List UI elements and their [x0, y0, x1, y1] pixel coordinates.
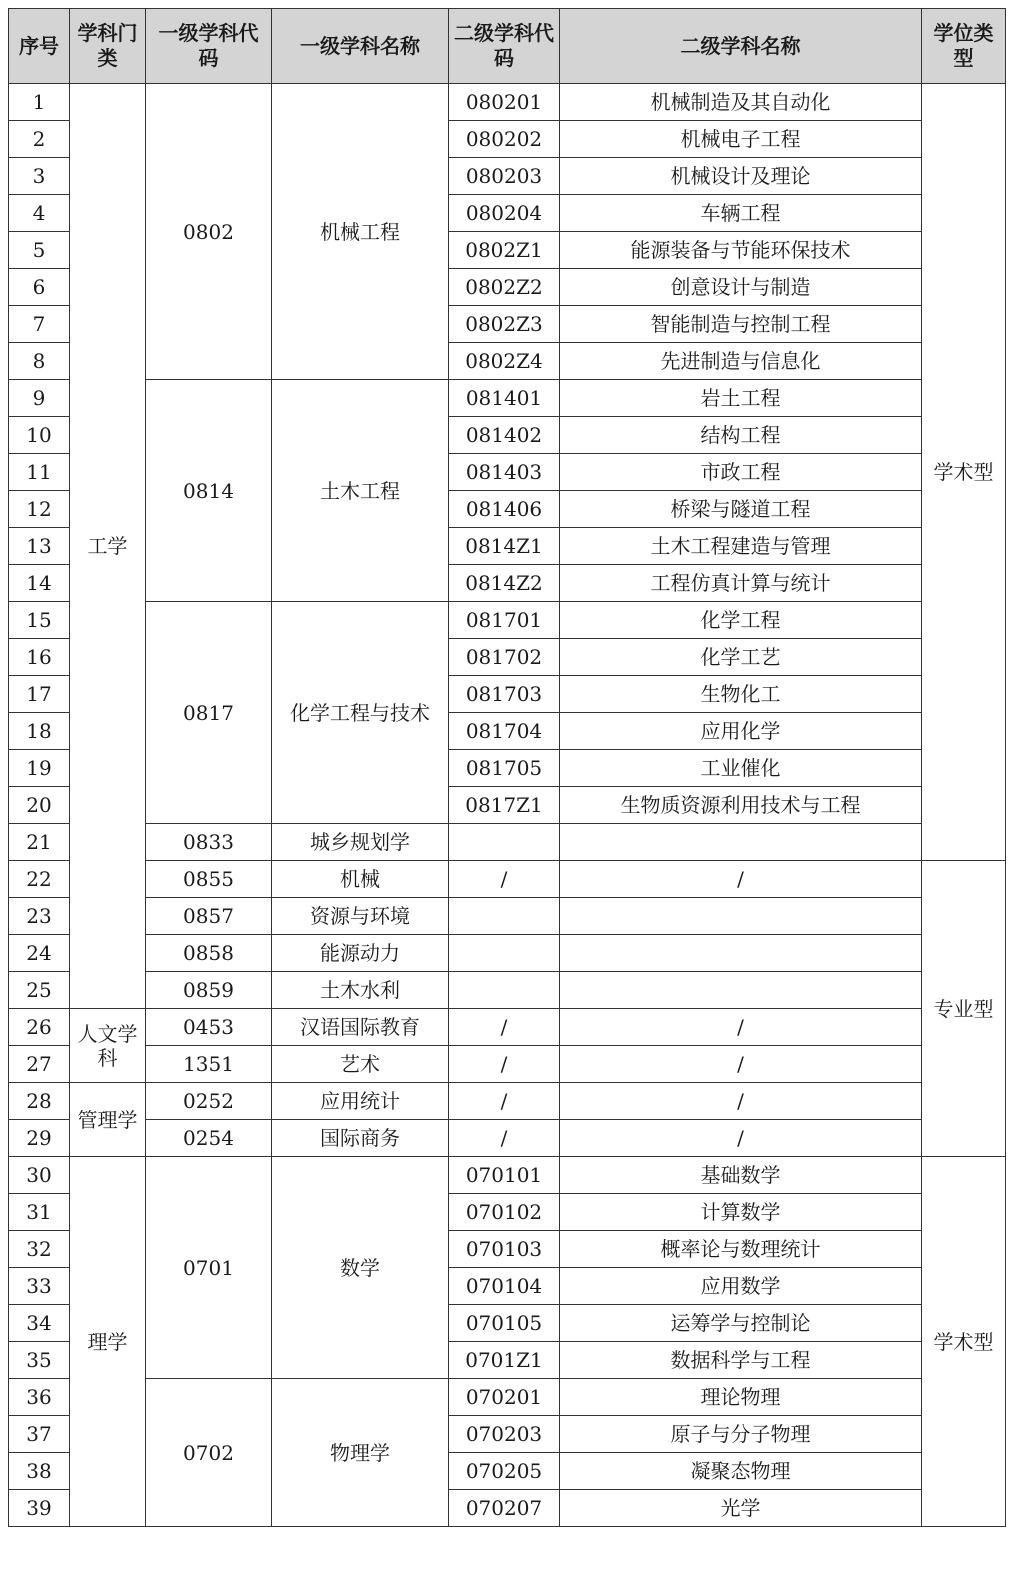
seq-cell: 18: [9, 713, 70, 750]
l1-code-cell: 0814: [146, 380, 272, 602]
l1-name-cell: 物理学: [272, 1379, 449, 1527]
l2-code-cell: [449, 935, 560, 972]
seq-cell: 11: [9, 454, 70, 491]
l2-name-cell: 原子与分子物理: [560, 1416, 922, 1453]
l2-name-cell: [560, 824, 922, 861]
table-row: [9, 861, 1006, 898]
l2-name-cell: 创意设计与制造: [560, 269, 922, 306]
header-degree-type: 学位类型: [922, 9, 1006, 84]
l2-code-cell: 080201: [449, 84, 560, 121]
l2-name-cell: /: [560, 1083, 922, 1120]
l2-code-cell: 070104: [449, 1268, 560, 1305]
seq-cell: 38: [9, 1453, 70, 1490]
seq-cell: 39: [9, 1490, 70, 1527]
l2-code-cell: 0814Z1: [449, 528, 560, 565]
l2-code-cell: /: [449, 861, 560, 898]
l2-name-cell: 基础数学: [560, 1157, 922, 1194]
l2-code-cell: 0802Z1: [449, 232, 560, 269]
l2-name-cell: 岩土工程: [560, 380, 922, 417]
seq-cell: 37: [9, 1416, 70, 1453]
l1-name-cell: 城乡规划学: [272, 824, 449, 861]
l2-code-cell: 070207: [449, 1490, 560, 1527]
header-seq: 序号: [9, 9, 70, 84]
seq-cell: 17: [9, 676, 70, 713]
seq-cell: 5: [9, 232, 70, 269]
l2-code-cell: 070203: [449, 1416, 560, 1453]
l1-name-cell: 资源与环境: [272, 898, 449, 935]
category-cell: 人文学科: [70, 1009, 146, 1083]
l2-code-cell: 081403: [449, 454, 560, 491]
l2-name-cell: 概率论与数理统计: [560, 1231, 922, 1268]
seq-cell: 32: [9, 1231, 70, 1268]
seq-cell: 28: [9, 1083, 70, 1120]
l1-code-cell: 0701: [146, 1157, 272, 1379]
l2-code-cell: 0701Z1: [449, 1342, 560, 1379]
l2-name-cell: 机械设计及理论: [560, 158, 922, 195]
l2-code-cell: 080204: [449, 195, 560, 232]
l1-name-cell: 机械: [272, 861, 449, 898]
l1-code-cell: 0817: [146, 602, 272, 824]
l1-name-cell: 土木工程: [272, 380, 449, 602]
l2-name-cell: 结构工程: [560, 417, 922, 454]
l2-code-cell: 0802Z4: [449, 343, 560, 380]
seq-cell: 29: [9, 1120, 70, 1157]
l2-code-cell: [449, 898, 560, 935]
l2-code-cell: 081705: [449, 750, 560, 787]
l1-name-cell: 机械工程: [272, 84, 449, 380]
l2-name-cell: 生物质资源利用技术与工程: [560, 787, 922, 824]
l2-name-cell: /: [560, 1046, 922, 1083]
seq-cell: 14: [9, 565, 70, 602]
l2-name-cell: [560, 935, 922, 972]
table-row: [9, 1083, 1006, 1120]
seq-cell: 13: [9, 528, 70, 565]
l2-code-cell: /: [449, 1120, 560, 1157]
seq-cell: 25: [9, 972, 70, 1009]
l2-code-cell: 0814Z2: [449, 565, 560, 602]
l2-name-cell: 土木工程建造与管理: [560, 528, 922, 565]
degree-type-cell: 学术型: [922, 1157, 1006, 1527]
l1-name-cell: 化学工程与技术: [272, 602, 449, 824]
seq-cell: 27: [9, 1046, 70, 1083]
l2-code-cell: 0802Z2: [449, 269, 560, 306]
l2-code-cell: 070105: [449, 1305, 560, 1342]
table-row: [9, 380, 1006, 417]
header-l1-code: 一级学科代码: [146, 9, 272, 84]
l2-name-cell: 车辆工程: [560, 195, 922, 232]
l2-name-cell: 应用数学: [560, 1268, 922, 1305]
l2-name-cell: 桥梁与隧道工程: [560, 491, 922, 528]
l2-code-cell: 081703: [449, 676, 560, 713]
l2-name-cell: 凝聚态物理: [560, 1453, 922, 1490]
l2-code-cell: 0817Z1: [449, 787, 560, 824]
l2-code-cell: /: [449, 1083, 560, 1120]
l1-code-cell: 0254: [146, 1120, 272, 1157]
degree-type-cell: 专业型: [922, 861, 1006, 1157]
seq-cell: 2: [9, 121, 70, 158]
l2-name-cell: 能源装备与节能环保技术: [560, 232, 922, 269]
seq-cell: 8: [9, 343, 70, 380]
l1-name-cell: 能源动力: [272, 935, 449, 972]
seq-cell: 4: [9, 195, 70, 232]
category-cell: 理学: [70, 1157, 146, 1527]
l2-name-cell: 数据科学与工程: [560, 1342, 922, 1379]
seq-cell: 9: [9, 380, 70, 417]
seq-cell: 3: [9, 158, 70, 195]
l2-code-cell: 070205: [449, 1453, 560, 1490]
seq-cell: 16: [9, 639, 70, 676]
l2-code-cell: 080203: [449, 158, 560, 195]
l2-name-cell: /: [560, 1009, 922, 1046]
table-row: [9, 1157, 1006, 1194]
l2-name-cell: 智能制造与控制工程: [560, 306, 922, 343]
l1-name-cell: 艺术: [272, 1046, 449, 1083]
l2-name-cell: 机械制造及其自动化: [560, 84, 922, 121]
header-l2-code: 二级学科代码: [449, 9, 560, 84]
l2-code-cell: 080202: [449, 121, 560, 158]
l1-name-cell: 应用统计: [272, 1083, 449, 1120]
l2-name-cell: 化学工程: [560, 602, 922, 639]
l2-code-cell: /: [449, 1009, 560, 1046]
l2-code-cell: 081402: [449, 417, 560, 454]
l2-name-cell: 化学工艺: [560, 639, 922, 676]
seq-cell: 10: [9, 417, 70, 454]
l2-code-cell: 070201: [449, 1379, 560, 1416]
l2-code-cell: [449, 972, 560, 1009]
l2-name-cell: 应用化学: [560, 713, 922, 750]
l2-code-cell: [449, 824, 560, 861]
seq-cell: 7: [9, 306, 70, 343]
header-row: [9, 9, 1006, 84]
table-row: [9, 1379, 1006, 1416]
degree-type-cell: 学术型: [922, 84, 1006, 861]
table-row: [9, 84, 1006, 121]
l2-code-cell: /: [449, 1046, 560, 1083]
discipline-table: [8, 8, 1006, 1527]
l2-code-cell: 070103: [449, 1231, 560, 1268]
l2-code-cell: 070101: [449, 1157, 560, 1194]
seq-cell: 31: [9, 1194, 70, 1231]
l2-code-cell: 081702: [449, 639, 560, 676]
l2-name-cell: /: [560, 861, 922, 898]
seq-cell: 1: [9, 84, 70, 121]
category-cell: 管理学: [70, 1083, 146, 1157]
seq-cell: 15: [9, 602, 70, 639]
l2-name-cell: 市政工程: [560, 454, 922, 491]
seq-cell: 12: [9, 491, 70, 528]
l2-name-cell: 工程仿真计算与统计: [560, 565, 922, 602]
seq-cell: 20: [9, 787, 70, 824]
table-row: [9, 1009, 1006, 1046]
header-category: 学科门类: [70, 9, 146, 84]
l1-code-cell: 0833: [146, 824, 272, 861]
seq-cell: 23: [9, 898, 70, 935]
l1-name-cell: 数学: [272, 1157, 449, 1379]
l2-name-cell: [560, 972, 922, 1009]
l1-code-cell: 0453: [146, 1009, 272, 1046]
l2-name-cell: /: [560, 1120, 922, 1157]
l2-name-cell: 理论物理: [560, 1379, 922, 1416]
l2-name-cell: 光学: [560, 1490, 922, 1527]
header-l2-name: 二级学科名称: [560, 9, 922, 84]
table-row: [9, 898, 1006, 935]
seq-cell: 35: [9, 1342, 70, 1379]
l1-code-cell: 0857: [146, 898, 272, 935]
seq-cell: 22: [9, 861, 70, 898]
l1-code-cell: 0858: [146, 935, 272, 972]
discipline-table-page: [8, 8, 1006, 1527]
category-cell: 工学: [70, 84, 146, 1009]
l1-code-cell: 0702: [146, 1379, 272, 1527]
seq-cell: 21: [9, 824, 70, 861]
l2-code-cell: 081406: [449, 491, 560, 528]
l2-name-cell: 机械电子工程: [560, 121, 922, 158]
table-row: [9, 1046, 1006, 1083]
table-row: [9, 602, 1006, 639]
table-row: [9, 1120, 1006, 1157]
l1-code-cell: 0855: [146, 861, 272, 898]
l2-code-cell: 0802Z3: [449, 306, 560, 343]
l1-code-cell: 0802: [146, 84, 272, 380]
l2-name-cell: [560, 898, 922, 935]
table-row: [9, 972, 1006, 1009]
seq-cell: 24: [9, 935, 70, 972]
l2-code-cell: 070102: [449, 1194, 560, 1231]
l2-code-cell: 081401: [449, 380, 560, 417]
l2-code-cell: 081701: [449, 602, 560, 639]
l1-code-cell: 0252: [146, 1083, 272, 1120]
seq-cell: 6: [9, 269, 70, 306]
seq-cell: 19: [9, 750, 70, 787]
l2-name-cell: 生物化工: [560, 676, 922, 713]
l2-name-cell: 运筹学与控制论: [560, 1305, 922, 1342]
l1-name-cell: 汉语国际教育: [272, 1009, 449, 1046]
l1-code-cell: 1351: [146, 1046, 272, 1083]
l1-code-cell: 0859: [146, 972, 272, 1009]
table-row: [9, 824, 1006, 861]
l2-name-cell: 计算数学: [560, 1194, 922, 1231]
l2-code-cell: 081704: [449, 713, 560, 750]
header-l1-name: 一级学科名称: [272, 9, 449, 84]
seq-cell: 26: [9, 1009, 70, 1046]
seq-cell: 34: [9, 1305, 70, 1342]
table-row: [9, 935, 1006, 972]
seq-cell: 36: [9, 1379, 70, 1416]
l2-name-cell: 工业催化: [560, 750, 922, 787]
l1-name-cell: 国际商务: [272, 1120, 449, 1157]
seq-cell: 33: [9, 1268, 70, 1305]
l2-name-cell: 先进制造与信息化: [560, 343, 922, 380]
l1-name-cell: 土木水利: [272, 972, 449, 1009]
seq-cell: 30: [9, 1157, 70, 1194]
